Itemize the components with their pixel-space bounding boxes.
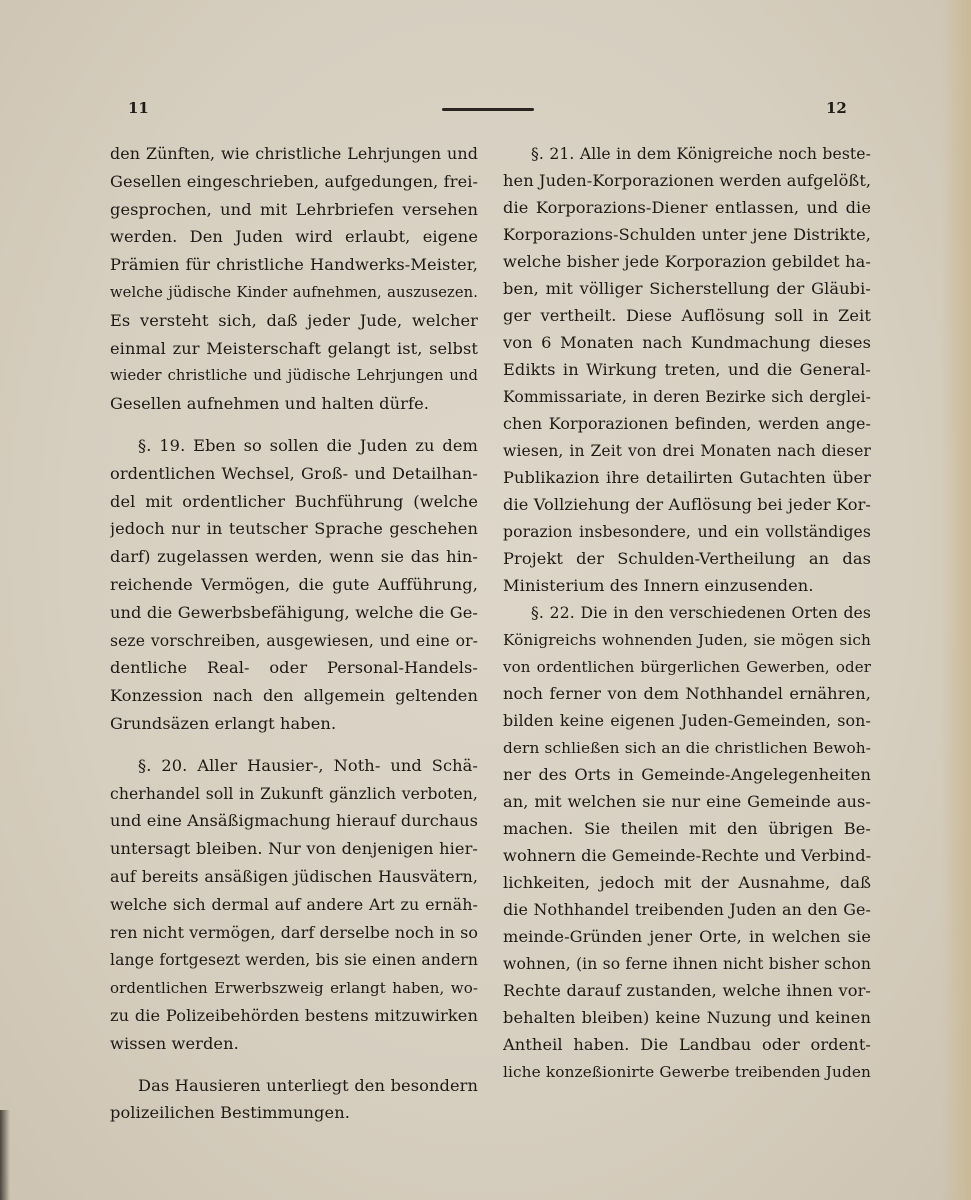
text-line: dern schließen sich an die christlichen Bewoh- [503,739,871,757]
text-line: lichkeiten, jedoch mit der Ausnahme, daß [503,873,871,892]
text-line: ren nicht vermögen, darf derselbe noch in so [110,922,478,942]
header-rule [442,108,534,111]
text-line: Antheil haben. Die Landbau oder ordent- [503,1035,871,1054]
text-line: chen Korporazionen befinden, werden ange- [503,414,871,433]
text-line: Konzession nach den allgemein geltenden [110,686,478,706]
text-line: Rechte darauf zustanden, welche ihnen vor- [503,981,871,1000]
text-line: welche bisher jede Korporazion gebildet ha- [503,252,871,271]
text-line: Ministerium des Innern einzusenden. [503,576,814,595]
text-line: porazion insbesondere, und ein vollständiges [503,523,871,541]
text-line: polizeilichen Bestimmungen. [110,1103,350,1123]
text-line: wohnen, (in so ferne ihnen nicht bisher schon [503,955,871,973]
text-line: gesprochen, und mit Lehrbriefen versehen [110,199,478,219]
text-line: darf) zugelassen werden, wenn sie das hin- [110,547,478,567]
page-edge-shadow [941,0,971,1200]
text-line: von ordentlichen bürgerlichen Gewerben, oder [503,658,871,676]
text-line: werden. Den Juden wird erlaubt, eigene [110,227,478,247]
text-line: meinde-Gründen jener Orte, in welchen sie [503,927,871,946]
text-line: und die Gewerbsbefähigung, welche die Ge- [110,602,478,622]
text-line: Publikazion ihre detailirten Gutachten über [503,468,871,487]
text-line: die Vollziehung der Auflösung bei jeder Kor- [503,495,871,514]
text-line: reichende Vermögen, die gute Aufführung, [110,575,478,594]
text-line: Edikts in Wirkung treten, und die General- [503,360,871,379]
text-line: wiesen, in Zeit von drei Monaten nach dieser [503,442,871,460]
text-line: wissen werden. [110,1033,239,1053]
text-line: jedoch nur in teutscher Sprache geschehen [110,519,478,539]
text-line: ordentlichen Wechsel, Groß- und Detailhan- [110,463,478,483]
text-line: hen Juden-Korporazionen werden aufgelößt, [503,171,871,190]
text-line: Projekt der Schulden-Vertheilung an das [503,549,871,568]
text-line: welche jüdische Kinder aufnehmen, auszusezen. [110,284,478,301]
text-line: liche konzeßionirte Gewerbe treibenden Juden [503,1063,871,1081]
text-line: Gesellen eingeschrieben, aufgedungen, frei- [110,171,478,191]
text-line: die Korporazions-Diener entlassen, und die [503,198,871,217]
text-line: zu die Polizeibehörden bestens mitzuwirken [110,1006,478,1025]
text-line: Kommissariate, in deren Bezirke sich derglei- [503,388,871,406]
text-line: §. 19. Eben so sollen die Juden zu dem [138,436,478,455]
text-line: noch ferner von dem Nothhandel ernähren, [503,684,871,703]
text-line: Gesellen aufnehmen und halten dürfe. [110,394,430,414]
text-line: wieder christliche und jüdische Lehrjungen und [110,367,478,385]
page-number-left: 11 [128,99,149,117]
text-line: dentliche Real- oder Personal-Handels- [110,658,478,678]
text-line: §. 20. Aller Hausier-, Noth- und Schä- [138,755,478,775]
text-line: behalten bleiben) keine Nuzung und keinen [503,1008,871,1027]
text-line: von 6 Monaten nach Kundmachung dieses [503,333,871,352]
text-line: cherhandel soll in Zukunft gänzlich verboten, [110,784,478,803]
text-line: lange fortgesezt werden, bis sie einen andern [110,951,478,970]
text-line: Prämien für christliche Handwerks-Meister, [110,255,478,275]
text-line: §. 21. Alle in dem Königreiche noch beste- [531,145,871,163]
text-line: welche sich dermal auf andere Art zu ernäh- [110,894,478,914]
text-line: Es versteht sich, daß jeder Jude, welcher [110,310,478,330]
text-line: Königreichs wohnenden Juden, sie mögen sich [503,631,871,649]
text-line: ben, mit völliger Sicherstellung der Gläubi- [503,279,871,298]
binding-shadow [0,1110,10,1200]
page-number-right: 12 [826,99,847,117]
text-line: an, mit welchen sie nur eine Gemeinde aus- [503,792,871,811]
text-line: auf bereits ansäßigen jüdischen Hausvätern, [110,867,478,886]
text-line: §. 22. Die in den verschiedenen Orten des [531,604,871,622]
text-line: einmal zur Meisterschaft gelangt ist, selbst [110,338,478,358]
text-line: untersagt bleiben. Nur von denjenigen hier- [110,839,478,859]
text-line: ner des Orts in Gemeinde-Angelegenheiten [503,765,871,784]
text-line: Korporazions-Schulden unter jene Distrikte, [503,225,871,244]
text-line: Grundsäzen erlangt haben. [110,714,337,733]
text-line: seze vorschreiben, ausgewiesen, und eine or- [110,631,478,650]
text-line: ordentlichen Erwerbszweig erlangt haben, wo- [110,979,478,998]
text-line: den Zünften, wie christliche Lehrjungen und [110,144,478,163]
text-line: ger vertheilt. Diese Auflösung soll in Zeit [503,306,871,325]
text-line: und eine Ansäßigmachung hierauf durchaus [110,811,478,831]
text-line: Das Hausieren unterliegt den besondern [138,1075,478,1095]
text-line: machen. Sie theilen mit den übrigen Be- [503,819,871,838]
text-line: bilden keine eigenen Juden-Gemeinden, son- [503,711,871,730]
text-line: wohnern die Gemeinde-Rechte und Verbind- [503,846,871,865]
text-line: die Nothhandel treibenden Juden an den Ge- [503,900,871,919]
text-line: del mit ordentlicher Buchführung (welche [110,491,478,511]
